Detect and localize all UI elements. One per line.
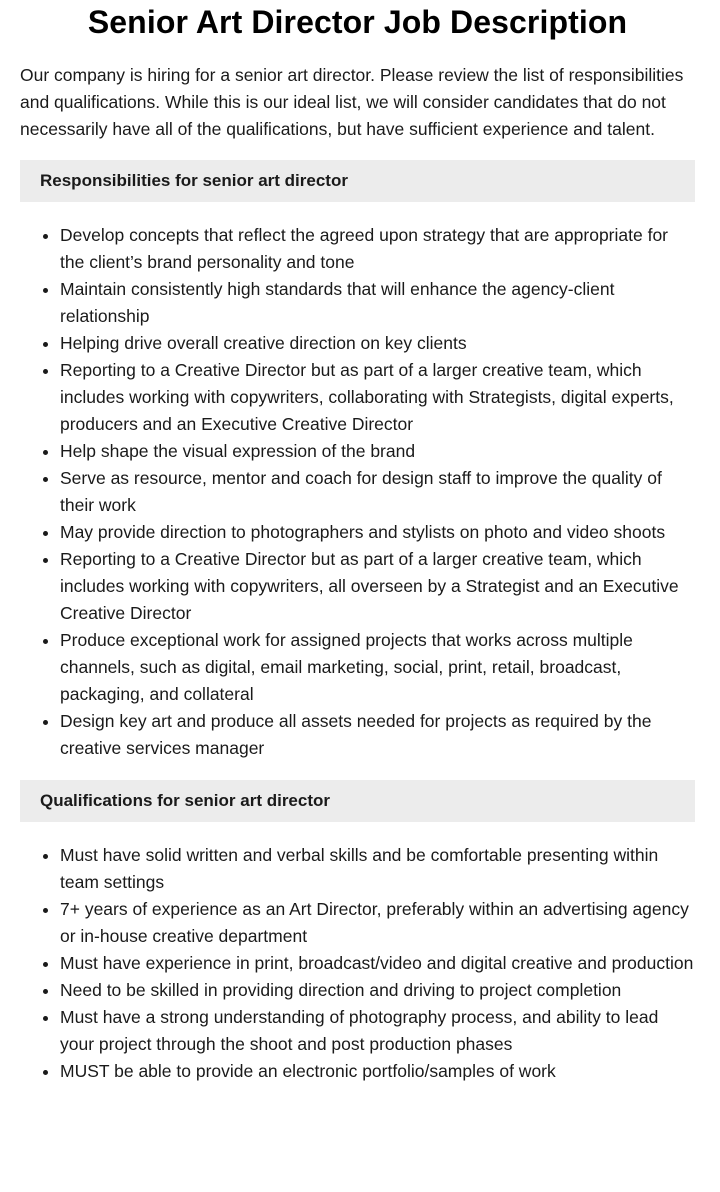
- list-item: • Develop concepts that reflect the agreed upon strategy that are appropriate for the client’s brand personality and tone: [60, 222, 695, 276]
- responsibilities-heading: Responsibilities for senior art director: [20, 160, 695, 202]
- list-item: • 7+ years of experience as an Art Director, preferably within an advertising agency or in-house creative department: [60, 896, 695, 950]
- list-item: • May provide direction to photographers and stylists on photo and video shoots: [60, 519, 695, 546]
- list-item: • Reporting to a Creative Director but as part of a larger creative team, which includes working with copywriters, collaborating with Strategists, digital experts, producers and an Executive Creative Director: [60, 357, 695, 438]
- list-item: • Must have a strong understanding of photography process, and ability to lead your project through the shoot and post production phases: [60, 1004, 695, 1058]
- list-item: • Serve as resource, mentor and coach for design staff to improve the quality of their work: [60, 465, 695, 519]
- qualifications-list: [20, 842, 695, 1085]
- list-item: • Maintain consistently high standards that will enhance the agency-client relationship: [60, 276, 695, 330]
- list-item: • Must have experience in print, broadcast/video and digital creative and production: [60, 950, 695, 977]
- list-item: • Help shape the visual expression of the brand: [60, 438, 695, 465]
- list-item: • Need to be skilled in providing direction and driving to project completion: [60, 977, 695, 1004]
- qualifications-heading: Qualifications for senior art director: [20, 780, 695, 822]
- list-item: • Helping drive overall creative direction on key clients: [60, 330, 695, 357]
- list-item: • Produce exceptional work for assigned projects that works across multiple channels, such as digital, email marketing, social, print, retail, broadcast, packaging, and collateral: [60, 627, 695, 708]
- list-item: • Design key art and produce all assets needed for projects as required by the creative services manager: [60, 708, 695, 762]
- list-item: • Reporting to a Creative Director but as part of a larger creative team, which includes working with copywriters, all overseen by a Strategist and an Executive Creative Director: [60, 546, 695, 627]
- responsibilities-list: [20, 222, 695, 762]
- intro-paragraph: Our company is hiring for a senior art director. Please review the list of responsibilities and qualifications. While this is our ideal list, we will consider candidates that do not necessarily have all of the qualifications, but have sufficient experience and talent.: [20, 65, 684, 139]
- page-title: Senior Art Director Job Description: [87, 4, 628, 40]
- list-item: • MUST be able to provide an electronic portfolio/samples of work: [60, 1058, 695, 1085]
- list-item: • Must have solid written and verbal skills and be comfortable presenting within team settings: [60, 842, 695, 896]
